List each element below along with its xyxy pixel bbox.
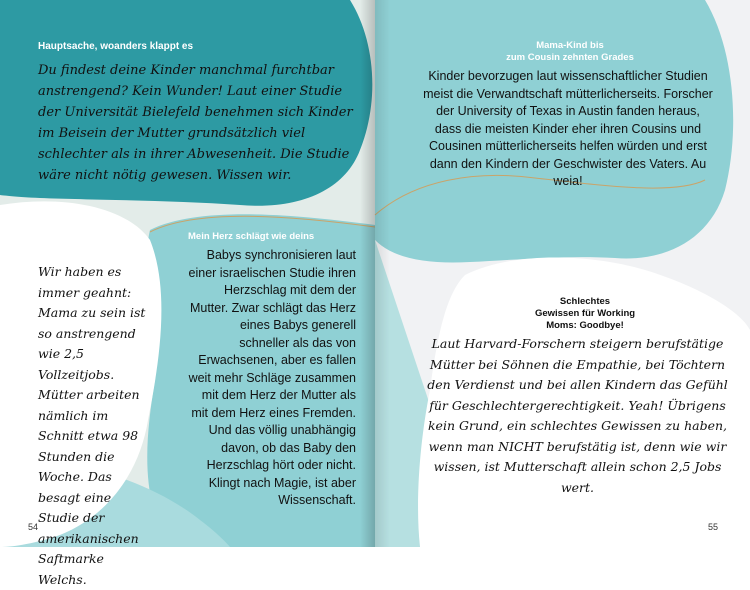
left-page [0, 0, 375, 587]
section-heading-herz: Mein Herz schlägt wie deins [188, 231, 315, 242]
section-heading-hauptsache: Hauptsache, woanders klappt es [38, 41, 194, 52]
section-text-herz: Babys synchronisieren laut einer israelischen Studie ihren Herzschlag mit dem der Mutter. Zwar schlägt das Herz eines Babys generell schneller als das von Erwachsenen, aber es fallen weit mehr Schläge zusammen mit dem Herz der Mutter als mit dem Herz eines Fremden. Und das völlig unabhängig davon, ob das Baby den Herzschlag hört oder nicht. Klingt nach Magie, ist aber Wissenschaft. [188, 248, 356, 507]
section-heading-schlechtes-gewissen-2: Gewissen für Working [534, 308, 636, 319]
right-page [375, 0, 750, 547]
section-heading-mama-kind-2: zum Cousin zehnten Grades [506, 52, 634, 63]
section-text-hauptsache: Du findest deine Kinder manchmal furchtbar anstrengend? Kein Wunder! Laut einer Studie der Universität Bielefeld benehmen sich Kinder im Beisein der Mutter grundsätzlich viel schlechter als in ihrer Abwesenheit. Die Studie wäre nicht nötig gewesen. Wissen wir. [38, 63, 353, 183]
page-gutter-shadow-right [360, 0, 390, 547]
section-text-mama-kind: Kinder bevorzugen laut wissenschaftlicher Studien meist die Verwandtschaft mütterlicherseits. Forscher der University of Texas in Austin fanden heraus, dass die meisten Kinder eher ihren Cousins und Cousinen mütterlicherseits helfen würden und erst dann den Kindern der Geschwister des Vaters. Au weia! [423, 69, 713, 188]
section-text-schlechtes-gewissen: Laut Harvard-Forschern steigern berufstätige Mütter bei Söhnen die Empathie, bei Töchtern den Verdienst und bei allen Kindern das Gefühl für Geschlechtergerechtigkeit. Yeah! Übrigens kein Grund, ein schlechtes Gewissen zu haben, wenn man NICHT berufstätig ist, denn wie wir wissen, ist Mutterschaft allein schon 2,5 Jobs wert. [427, 336, 728, 495]
section-heading-mama-job: Mama – der krasseste Job der Welt [38, 224, 95, 259]
section-heading-schlechtes-gewissen-3: Moms: Goodbye! [546, 320, 624, 331]
section-text-mama-job: Wir haben es immer geahnt: Mama zu sein ist so anstrengend wie 2,5 Vollzeitjobs. Mütter arbeiten nämlich im Schnitt etwa 98 Stunden die Woche. Das besagt eine Studie der amerikanischen Saftmarke Welchs. [38, 264, 146, 587]
page-number-left: 54 [28, 522, 39, 532]
section-heading-mama-kind-1: Mama-Kind bis [536, 40, 604, 51]
page-number-right: 55 [708, 522, 719, 532]
section-heading-schlechtes-gewissen-1: Schlechtes [559, 296, 611, 307]
